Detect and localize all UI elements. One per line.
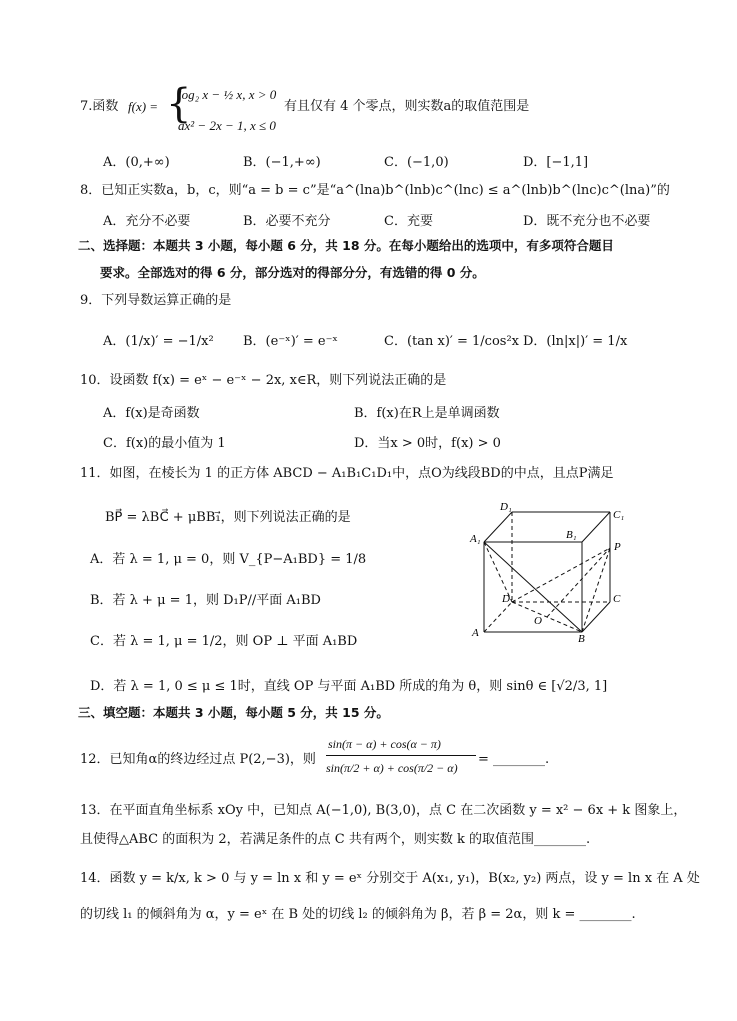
label-D1: D₁ bbox=[500, 501, 512, 513]
q11-stem-line2: BP⃗ = λBC⃗ + μBB₁⃗，则下列说法正确的是 bbox=[105, 510, 351, 525]
label-C1: C₁ bbox=[613, 509, 625, 521]
q14-line2: 的切线 l₁ 的倾斜角为 α，y = eˣ 在 B 处的切线 l₂ 的倾斜角为 β，若 β = 2α，则 k = ________. bbox=[80, 907, 636, 922]
section2-heading-line1: 二、选择题：本题共 3 小题，每小题 6 分，共 18 分。在每小题给出的选项中，有多项符合题目 bbox=[78, 238, 614, 253]
label-B: B bbox=[578, 633, 585, 645]
q10-stem: 10．设函数 f(x) = eˣ − e⁻ˣ − 2x, x∈R，则下列说法正确的是 bbox=[80, 373, 447, 388]
cube-figure bbox=[462, 496, 642, 646]
q10-option-d: D．当x > 0时，f(x) > 0 bbox=[354, 436, 501, 451]
q7-stem-suffix: 有且仅有 4 个零点，则实数a的取值范围是 bbox=[284, 99, 530, 114]
q11-option-a: A．若 λ = 1, μ = 0，则 V_{P−A₁BD} = 1/8 bbox=[90, 552, 367, 567]
q7-func: f(x) = bbox=[128, 99, 159, 114]
q7-case1: log₂ x − ½ x, x > 0 bbox=[178, 87, 277, 102]
q11-stem: 11．如图，在棱长为 1 的正方体 ABCD − A₁B₁C₁D₁中，点O为线段BD的中点，且点P满足 bbox=[80, 466, 614, 481]
q10-option-b: B．f(x)在R上是单调函数 bbox=[354, 406, 500, 421]
q8-option-b: B．必要不充分 bbox=[243, 214, 331, 229]
q12-fraction-bar bbox=[326, 755, 476, 756]
q12-stem: 12．已知角α的终边经过点 P(2,−3)，则 bbox=[80, 752, 316, 767]
q8-option-c: C．充要 bbox=[384, 214, 433, 229]
q9-option-c: C．(tan x)′ = 1/cos²x bbox=[384, 334, 519, 349]
q10-option-a: A．f(x)是奇函数 bbox=[103, 406, 200, 421]
section3-heading: 三、填空题：本题共 3 小题，每小题 5 分，共 15 分。 bbox=[78, 705, 389, 720]
q12-denominator: sin(π/2 + α) + cos(π/2 − α) bbox=[326, 761, 458, 775]
label-C: C bbox=[613, 593, 621, 605]
q9-option-b: B．(e⁻ˣ)′ = e⁻ˣ bbox=[243, 334, 338, 349]
q9-option-a: A．(1/x)′ = −1/x² bbox=[103, 334, 214, 349]
q14-line1: 14．函数 y = k/x, k > 0 与 y = ln x 和 y = eˣ 分别交于 A(x₁, y₁)，B(x₂, y₂) 两点，设 y = ln x 在 A 处 bbox=[80, 871, 700, 886]
q11-option-d: D．若 λ = 1, 0 ≤ μ ≤ 1时，直线 OP 与平面 A₁BD 所成的角为 θ，则 sinθ ∈ [√2/3, 1] bbox=[90, 679, 608, 694]
q9-stem: 9．下列导数运算正确的是 bbox=[80, 293, 232, 308]
q8-option-a: A．充分不必要 bbox=[103, 214, 191, 229]
label-A1: A₁ bbox=[470, 533, 481, 545]
q9-option-d: D．(ln|x|)′ = 1/x bbox=[523, 334, 628, 349]
label-A: A bbox=[472, 627, 479, 639]
q8-option-d: D．既不充分也不必要 bbox=[523, 214, 651, 229]
label-D: D bbox=[502, 593, 510, 605]
label-O: O bbox=[534, 615, 542, 627]
label-P: P bbox=[614, 541, 621, 553]
q7-option-d: D．[−1,1] bbox=[523, 155, 589, 170]
q7-case2: ax² − 2x − 1, x ≤ 0 bbox=[178, 118, 276, 133]
q8-stem: 8．已知正实数a，b，c，则“a = b = c”是“a^(lna)b^(lnb)c^(lnc) ≤ a^(lnb)b^(lnc)c^(lna)”的 bbox=[80, 183, 670, 198]
q10-option-c: C．f(x)的最小值为 1 bbox=[103, 436, 226, 451]
q13-line2: 且使得△ABC 的面积为 2，若满足条件的点 C 共有两个，则实数 k 的取值范围________. bbox=[80, 832, 591, 847]
q13-line1: 13．在平面直角坐标系 xOy 中，已知点 A(−1,0), B(3,0)，点 C 在二次函数 y = x² − 6x + k 图象上， bbox=[80, 803, 687, 818]
q7-stem-prefix: 7.函数 bbox=[80, 99, 119, 114]
q11-option-b: B．若 λ + μ = 1，则 D₁P//平面 A₁BD bbox=[90, 593, 321, 608]
q12-answer-blank: = ________. bbox=[478, 752, 550, 767]
q7-option-c: C．(−1,0) bbox=[384, 155, 449, 170]
section2-heading-line2: 要求。全部选对的得 6 分，部分选对的得部分分，有选错的得 0 分。 bbox=[100, 265, 485, 280]
q12-numerator: sin(π − α) + cos(α − π) bbox=[328, 737, 441, 751]
label-B1: B₁ bbox=[566, 529, 577, 541]
q7-option-a: A．(0,+∞) bbox=[103, 155, 170, 170]
q7-brace: { bbox=[166, 81, 192, 127]
q11-option-c: C．若 λ = 1, μ = 1/2，则 OP ⊥ 平面 A₁BD bbox=[90, 634, 358, 649]
q7-option-b: B．(−1,+∞) bbox=[243, 155, 321, 170]
